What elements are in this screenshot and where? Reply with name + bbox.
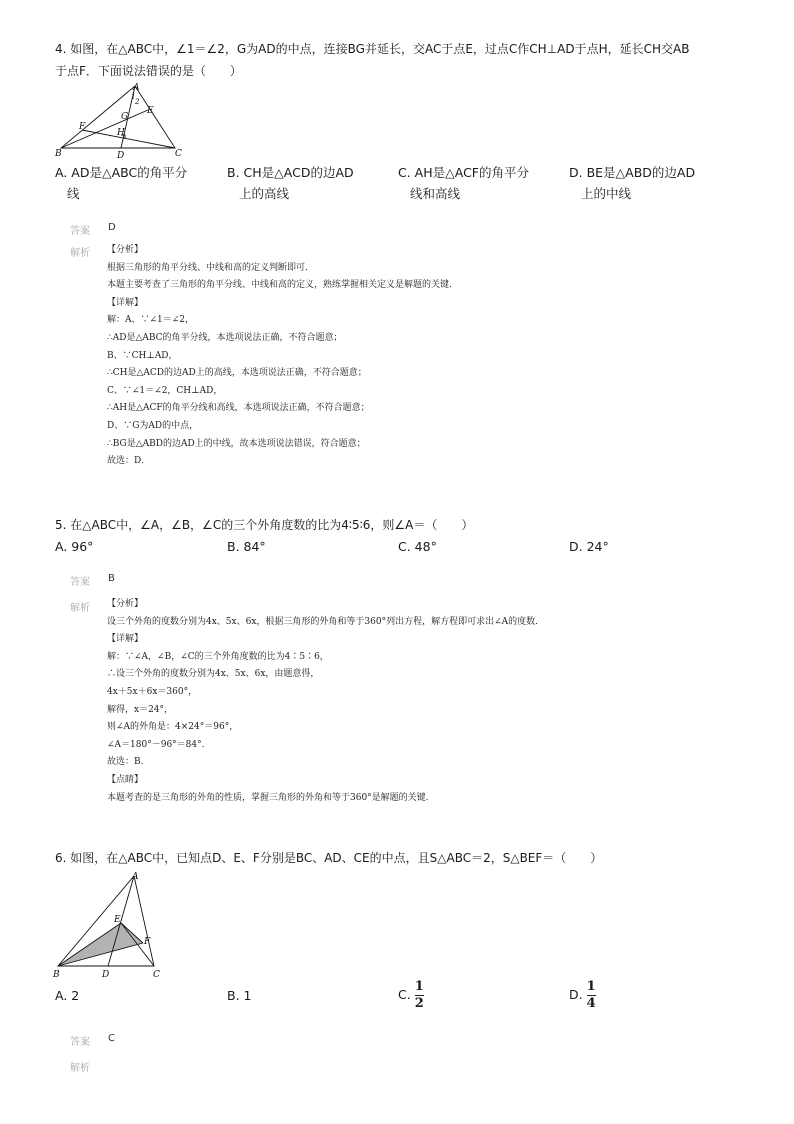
q6-label-b: B: [53, 970, 60, 980]
q5-solution-line: 故选：B．: [107, 757, 150, 768]
q4-segment-cf: [82, 130, 175, 148]
q6-stem-line: 6. 如图，在△ABC中，已知点D、E、F分别是BC、AD、CE的中点，且S△ABC＝2，S△BEF＝（ ）: [55, 851, 603, 865]
q4-option-b-line2: 上的高线: [239, 186, 290, 201]
q6-label-c: C: [153, 970, 160, 980]
q5-solution-line: 4x＋5x＋6x＝360°，: [107, 686, 198, 697]
q4-solution-line: 【分析】: [107, 245, 144, 255]
q6-figure: [52, 870, 172, 986]
q5-solution: [107, 596, 747, 807]
q6-option-c-letter: C.: [398, 987, 411, 1002]
q6-option-a-value: 2: [71, 988, 80, 1003]
q4-option-b[interactable]: [227, 162, 354, 204]
q4-segment-be: [61, 110, 148, 148]
q5-solution-line: 解：∵∠A，∠B，∠C的三个外角度数的比为4∶5∶6，: [107, 651, 329, 662]
q6-label-e: E: [114, 915, 121, 925]
q4-solution-line: 【详解】: [107, 297, 144, 308]
q4-label-d: D: [117, 151, 125, 161]
q4-label-e: E: [147, 106, 154, 116]
q5-solution-line: 解得，x＝24°，: [107, 704, 174, 715]
q4-analysis-label: 解析: [70, 248, 90, 259]
q6-option-d[interactable]: [569, 980, 596, 1011]
q4-solution-line: 本题主要考查了三角形的角平分线、中线和高的定义，熟练掌握相关定义是解题的关键．: [107, 280, 459, 291]
q5-solution-line: 【点睛】: [107, 774, 144, 785]
q4-option-c[interactable]: [398, 162, 529, 204]
q4-solution-line: ∴AD是△ABC的角平分线，本选项说法正确，不符合题意；: [107, 332, 343, 343]
q5-option-c[interactable]: C. 48°: [398, 539, 437, 554]
q5-solution-line: ∴设三个外角的度数分别为4x、5x、6x，由题意得，: [107, 669, 320, 680]
q4-option-a-line1: A. AD是△ABC的角平分: [55, 165, 188, 180]
q4-solution-line: D、∵G为AD的中点，: [107, 420, 199, 431]
q6-option-a-letter: A.: [55, 988, 68, 1003]
q4-answer: D: [108, 222, 116, 233]
q6-option-c-fraction: [415, 980, 424, 1011]
q6-option-d-letter: D.: [569, 987, 583, 1002]
q4-stem: [55, 38, 745, 82]
q6-answer-label: 答案: [70, 1037, 90, 1048]
q4-option-d-line1: D. BE是△ABD的边AD: [569, 165, 696, 180]
q4-label-b: B: [55, 149, 62, 159]
q6-label-d: D: [102, 970, 110, 980]
q6-option-b[interactable]: [227, 985, 252, 1006]
q6-option-a[interactable]: [55, 985, 79, 1006]
q4-label-c: C: [175, 149, 182, 159]
q5-solution-line: ∠A＝180°－96°＝84°．: [107, 739, 211, 750]
q4-solution-line: 根据三角形的角平分线、中线和高的定义判断即可．: [107, 262, 315, 273]
q6-option-c-numerator: 1: [414, 979, 424, 994]
q4-option-c-line2: 线和高线: [410, 186, 461, 201]
q5-option-d[interactable]: D. 24°: [569, 539, 609, 554]
q6-option-b-value: 1: [243, 988, 252, 1003]
q5-option-b[interactable]: B. 84°: [227, 539, 266, 554]
q4-label-angle2: 2: [135, 98, 140, 106]
q4-stem-line2: 于点F．下面说法错误的是（ ）: [55, 64, 242, 78]
q6-shaded-triangle-bef: [58, 923, 143, 966]
q4-label-h: H: [117, 128, 125, 138]
q6-label-f: F: [144, 937, 151, 947]
q4-solution-line: ∴AH是△ACF的角平分线和高线，本选项说法正确，不符合题意；: [107, 403, 370, 414]
q6-label-a: A: [132, 872, 139, 882]
q6-option-d-denominator: 4: [586, 996, 596, 1011]
q4-answer-label: 答案: [70, 226, 90, 237]
q4-option-a-line2: 线: [67, 186, 80, 201]
q4-option-a[interactable]: [55, 162, 187, 204]
q4-option-b-line1: B. CH是△ACD的边AD: [227, 165, 354, 180]
q4-solution: [107, 242, 747, 471]
q6-option-b-letter: B.: [227, 988, 240, 1003]
q6-option-d-numerator: 1: [586, 979, 596, 994]
q4-figure: [55, 82, 180, 162]
q5-analysis-label: 解析: [70, 603, 90, 614]
q4-solution-line: B、∵CH⊥AD，: [107, 350, 178, 361]
q4-option-d[interactable]: [569, 162, 695, 204]
q5-stem: [55, 514, 745, 536]
q5-solution-line: 则∠A的外角是：4×24°＝96°，: [107, 722, 239, 733]
q4-option-d-line2: 上的中线: [581, 186, 632, 201]
q6-option-d-fraction: [587, 980, 596, 1011]
q4-solution-line: C、∵∠1＝∠2，CH⊥AD，: [107, 385, 223, 396]
q5-solution-line: 【分析】: [107, 599, 144, 609]
q5-option-a[interactable]: A. 96°: [55, 539, 94, 554]
q6-analysis-label: 解析: [70, 1063, 90, 1074]
q5-solution-line: 【详解】: [107, 634, 144, 645]
q4-label-f: F: [79, 122, 86, 132]
q5-solution-line: 本题考查的是三角形的外角的性质，掌握三角形的外角和等于360°是解题的关键．: [107, 792, 435, 803]
q4-solution-line: 故选：D．: [107, 456, 151, 467]
q4-solution-line: ∴CH是△ACD的边AD上的高线，本选项说法正确，不符合题意；: [107, 368, 367, 379]
q6-option-c[interactable]: [398, 980, 424, 1011]
q4-stem-line1: 4. 如图，在△ABC中，∠1＝∠2，G为AD的中点，连接BG并延长，交AC于点E，过点C作CH⊥AD于点H，延长CH交AB: [55, 42, 690, 56]
q5-stem-line: 5. 在△ABC中，∠A，∠B，∠C的三个外角度数的比为4∶5∶6，则∠A＝（ ）: [55, 518, 474, 532]
q4-option-c-line1: C. AH是△ACF的角平分: [398, 165, 529, 180]
q5-answer-label: 答案: [70, 577, 90, 588]
q4-label-angle1: 1: [131, 93, 136, 101]
q6-segment-ad: [108, 876, 134, 966]
q4-label-g: G: [121, 112, 129, 122]
q6-option-c-denominator: 2: [414, 996, 424, 1011]
q6-answer: C: [108, 1033, 115, 1044]
q5-answer: B: [108, 573, 115, 584]
q4-solution-line: 解：A、∵∠1＝∠2，: [107, 315, 195, 326]
q5-solution-line: 设三个外角的度数分别为4x、5x、6x，根据三角形的外角和等于360°列出方程，解方程即可求出∠A的度数．: [107, 616, 545, 627]
q4-triangle-abc: [61, 86, 175, 148]
q6-stem: [55, 847, 745, 869]
q4-label-a: A: [133, 83, 140, 93]
q4-solution-line: ∴BG是△ABD的边AD上的中线，故本选项说法错误，符合题意；: [107, 438, 366, 449]
